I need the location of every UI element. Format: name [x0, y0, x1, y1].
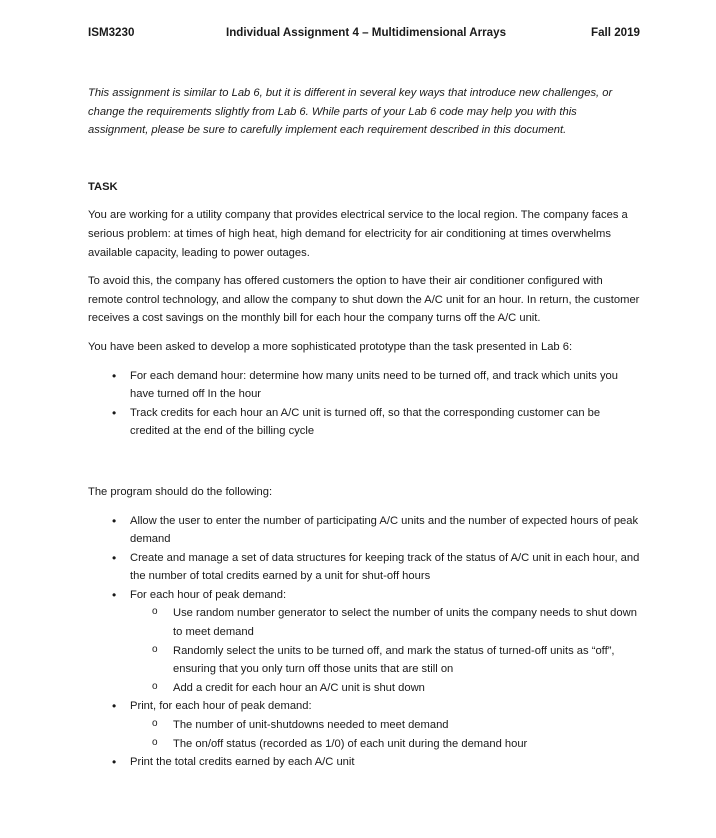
list-item-text: Print, for each hour of peak demand: — [130, 700, 312, 713]
list-item: • Track credits for each hour an A/C unit is turned off, so that the corresponding customer can be credited at the end of the billing cycle — [112, 404, 640, 441]
list-item: • For each demand hour: determine how many units need to be turned off, and track which units you have turned off In the hour — [112, 367, 640, 404]
sub-list-item: o Use random number generator to select the number of units the company needs to shut down to meet demand — [152, 604, 640, 641]
paragraph-solution: To avoid this, the company has offered customers the option to have their air conditioner configured with remote control technology, and allow the company to shut down the A/C unit for an hour. In return, the customer receives a cost savings on the monthly bill for each hour the company turns off the A/C unit. — [88, 275, 640, 325]
list-item-text: For each hour of peak demand: — [130, 588, 287, 601]
prototype-requirements-list — [112, 367, 640, 441]
paragraph-prototype: You have been asked to develop a more sophisticated prototype than the task presented in Lab 6: — [88, 340, 573, 353]
print-sublist — [152, 716, 640, 753]
page-header — [88, 26, 640, 42]
list-item-peak-hour — [112, 586, 640, 698]
sub-list-item: o The number of unit-shutdowns needed to meet demand — [152, 716, 640, 735]
sub-list-item: o Add a credit for each hour an A/C unit is shut down — [152, 679, 640, 698]
intro-paragraph: This assignment is similar to Lab 6, but it is different in several key ways that introduce new challenges, or change the requirements slightly from Lab 6. While parts of your Lab 6 code may help you with this assignment, please be sure to carefully implement each requirement described in this document. — [88, 87, 613, 137]
list-item: • Print the total credits earned by each A/C unit — [112, 753, 640, 772]
list-item: • Create and manage a set of data structures for keeping track of the status of A/C unit in each hour, and the number of total credits earned by a unit for shut-off hours — [112, 549, 640, 586]
program-heading: The program should do the following: — [88, 485, 273, 498]
term-label: Fall 2019 — [591, 26, 640, 39]
paragraph-problem: You are working for a utility company that provides electrical service to the local region. The company faces a serious problem: at times of high heat, high demand for electricity for air conditioning at times overwhelms available capacity, leading to power outages. — [88, 209, 628, 259]
list-item-print — [112, 697, 640, 753]
task-heading: TASK — [88, 180, 118, 193]
sub-list-item: o The on/off status (recorded as 1/0) of each unit during the demand hour — [152, 735, 640, 754]
sub-list-item: o Randomly select the units to be turned off, and mark the status of turned-off units as “off”, ensuring that you only turn off those units that are still on — [152, 642, 640, 679]
peak-hour-sublist — [152, 604, 640, 697]
program-requirements-list — [112, 512, 640, 772]
document-body — [88, 84, 640, 772]
course-code: ISM3230 — [88, 26, 135, 39]
list-item: • Allow the user to enter the number of participating A/C units and the number of expected hours of peak demand — [112, 512, 640, 549]
assignment-title: Individual Assignment 4 – Multidimensional Arrays — [226, 26, 507, 39]
